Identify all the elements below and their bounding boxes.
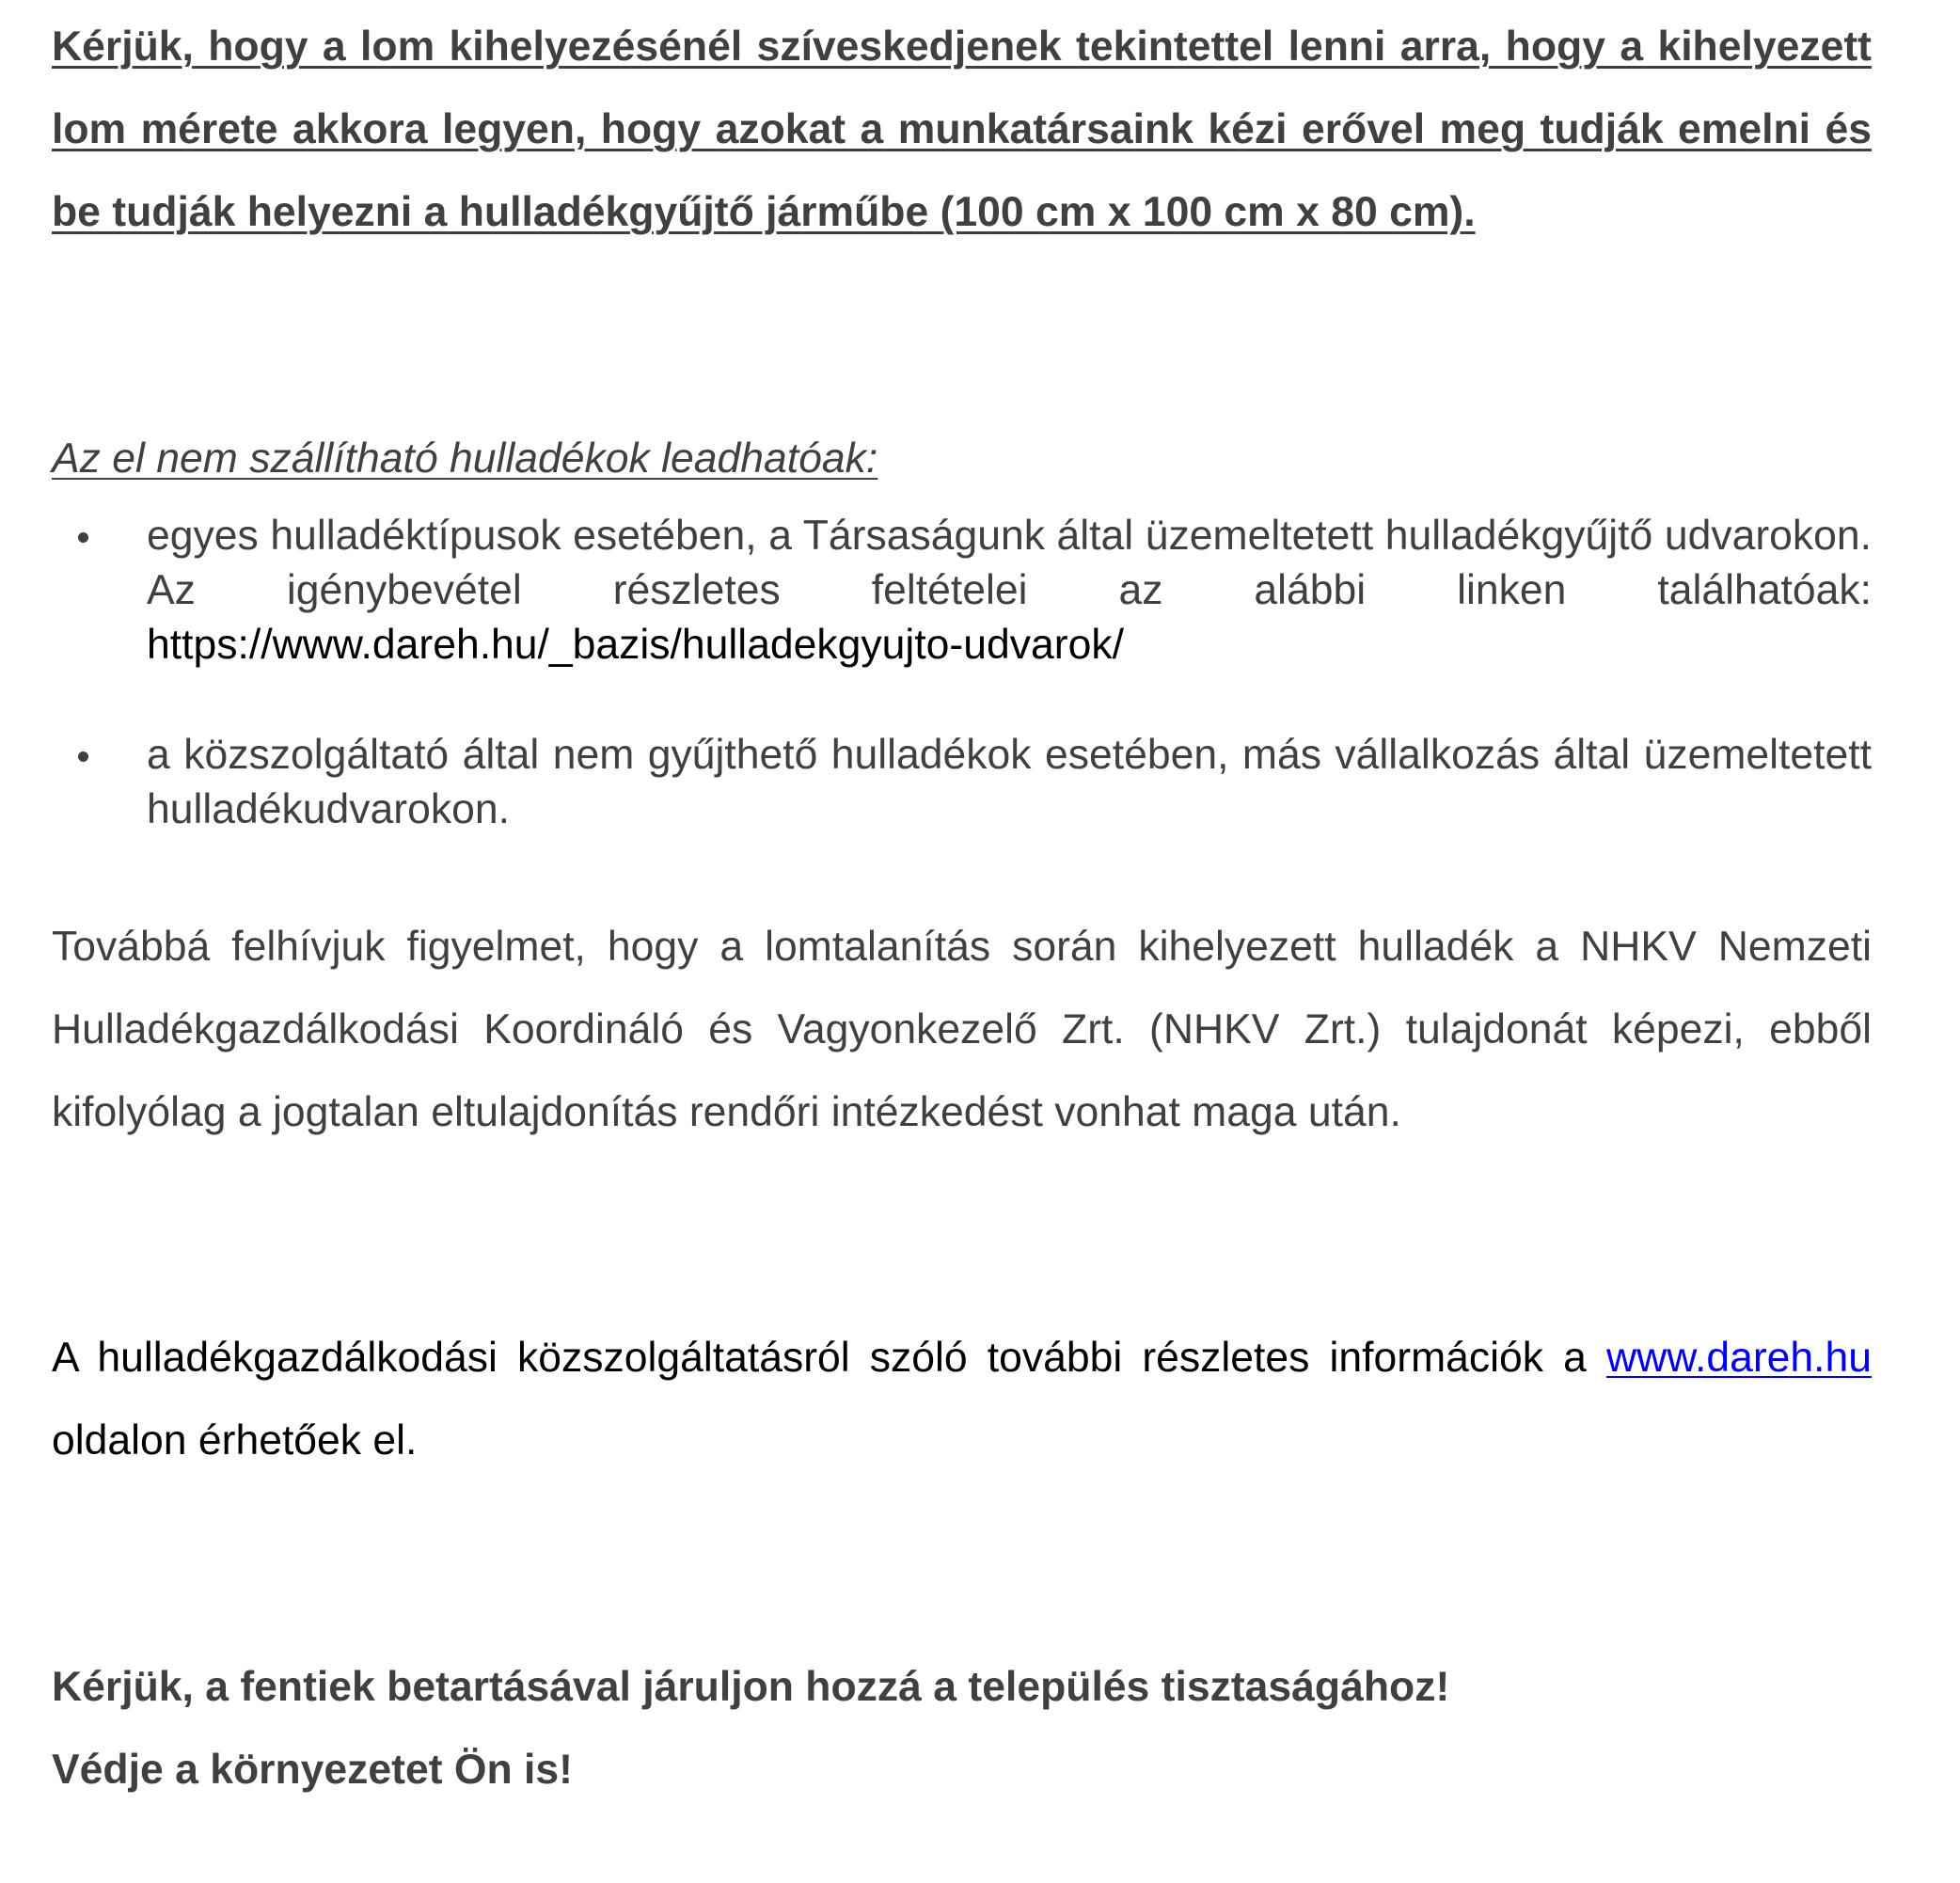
- more-info-text-end: oldalon érhetőek el.: [52, 1417, 418, 1464]
- bullet-icon: [78, 532, 88, 543]
- list-item-text: a közszolgáltató által nem gyűjthető hulladékok esetében, más vállalkozás által üzemeltetett hulladékudvarokon.: [147, 732, 1872, 832]
- dareh-website-link[interactable]: www.dareh.hu: [1606, 1335, 1872, 1381]
- disposal-heading: Az el nem szállítható hulladékok leadhatóak:: [52, 435, 878, 482]
- bullet-icon: [78, 752, 88, 762]
- lom-size-notice: Kérjük, hogy a lom kihelyezésénél szíveskedjenek tekintettel lenni arra, hogy a kihelyezett lom mérete akkora legyen, hogy azokat a munkatársaink kézi erővel meg tudják emelni és be tudják helyezni a hulladékgyűjtő járműbe (100 cm x 100 cm x 80 cm).: [52, 24, 1872, 235]
- list-item: [52, 728, 1872, 837]
- list-item-text: egyes hulladéktípusok esetében, a Társaságunk által üzemeltetett hulladékgyűjtő udvarokon. Az igénybevétel részletes feltételei az alábbi linken találhatóak:: [147, 513, 1872, 613]
- document-page: [52, 0, 1872, 1793]
- list-item: [52, 509, 1872, 672]
- ownership-notice: Továbbá felhívjuk figyelmet, hogy a lomtalanítás során kihelyezett hulladék a NHKV Nemzeti Hulladékgazdálkodási Koordináló és Vagyonkezelő Zrt. (NHKV Zrt.) tulajdonát képezi, ebből kifolyólag a jogtalan eltulajdonítás rendőri intézkedést vonhat maga után.: [52, 924, 1872, 1135]
- more-info-text: A hulladékgazdálkodási közszolgáltatásról szóló további részletes információk a: [52, 1335, 1587, 1381]
- disposal-list-2: [52, 728, 1872, 837]
- closing-slogan: Védje a környezetet Ön is!: [52, 1747, 573, 1793]
- more-info-paragraph: [52, 1317, 1872, 1482]
- closing-request: Kérjük, a fentiek betartásával járuljon hozzá a település tisztaságához!: [52, 1664, 1450, 1710]
- waste-yard-link[interactable]: https://www.dareh.hu/_bazis/hulladekgyujto-udvarok/: [147, 622, 1124, 668]
- disposal-list: [52, 509, 1872, 672]
